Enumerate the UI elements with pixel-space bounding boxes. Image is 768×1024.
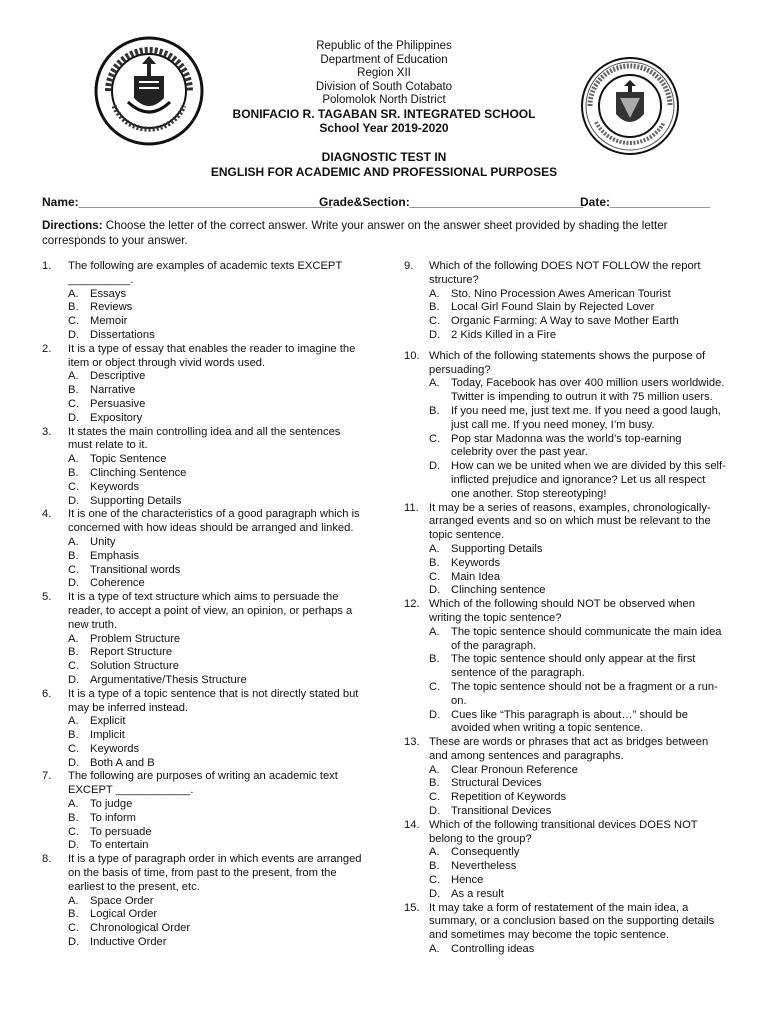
option-letter: A. (429, 377, 440, 390)
option-text: Dissertations (90, 328, 155, 341)
answer-option (42, 922, 367, 936)
option-letter: B. (68, 729, 79, 742)
answer-option (42, 895, 367, 909)
option-letter: A. (68, 535, 79, 548)
option-letter: C. (68, 742, 80, 755)
answer-option (404, 626, 726, 654)
question-text: It is a type of paragraph order in which events are arranged on the basis of time, from past to the present, from the earliest to the present, etc. (68, 853, 362, 893)
option-text: Nevertheless (451, 860, 517, 873)
option-letter: B. (429, 860, 440, 873)
answer-option (404, 681, 726, 709)
header-line-district: Polomolok North District (322, 94, 446, 107)
question-number: 14. (404, 818, 420, 831)
question-item (404, 350, 726, 502)
option-text: Clinching sentence (451, 584, 546, 597)
answer-option (404, 888, 726, 902)
option-letter: B. (429, 301, 440, 314)
option-text: Explicit (90, 715, 126, 728)
option-text: Essays (90, 287, 127, 300)
question-item (42, 770, 367, 853)
question-text: It may be a series of reasons, examples, chronologically-arranged events and so on which must be relevant to the topic sentence. (429, 501, 711, 542)
option-letter: B. (68, 811, 79, 824)
option-letter: A. (429, 542, 440, 555)
question-number: 7. (42, 770, 52, 783)
option-text: Memoir (90, 315, 128, 328)
option-letter: A. (68, 715, 79, 728)
option-text: Report Structure (90, 646, 173, 659)
option-text: Inductive Order (90, 936, 167, 949)
option-letter: A. (68, 287, 79, 300)
option-letter: C. (68, 660, 80, 673)
answer-option (42, 564, 367, 578)
option-letter: B. (68, 301, 79, 314)
answer-option (42, 495, 367, 509)
option-letter: C. (68, 480, 80, 493)
question-item (42, 591, 367, 688)
question-number: 11. (404, 501, 419, 514)
answer-option (42, 288, 367, 302)
answer-option (404, 571, 726, 585)
question-text: The following are examples of academic texts EXCEPT __________. (68, 260, 343, 286)
option-text: Keywords (90, 480, 140, 493)
option-text: Unity (90, 535, 116, 548)
answer-option (42, 743, 367, 757)
option-letter: C. (68, 563, 80, 576)
header-line-region: Region XII (357, 67, 411, 80)
option-letter: D. (429, 460, 441, 473)
question-text: The following are purposes of writing an academic text EXCEPT ____________. (68, 770, 338, 797)
option-text: To inform (90, 811, 137, 824)
question-number: 2. (42, 342, 52, 355)
question-item (42, 260, 367, 343)
option-text: Problem Structure (90, 632, 181, 645)
name-field[interactable]: Name:______________________________________ (42, 195, 333, 209)
option-letter: B. (429, 404, 440, 417)
question-item (42, 343, 367, 426)
option-text: Space Order (90, 894, 154, 907)
question-number: 4. (42, 508, 52, 521)
question-item (42, 508, 367, 591)
answer-option (42, 384, 367, 398)
option-letter: A. (429, 846, 440, 859)
option-letter: C. (68, 397, 80, 410)
option-letter: A. (429, 625, 440, 638)
question-text: It is a type of text structure which aims to persuade the reader, to accept a point of view, an opinion, or perhaps a new truth. (68, 591, 353, 631)
option-letter: A. (429, 287, 440, 300)
title-line-2: ENGLISH FOR ACADEMIC AND PROFESSIONAL PURPOSES (210, 165, 558, 179)
option-letter: C. (68, 825, 80, 838)
option-letter: D. (429, 805, 441, 818)
option-text: 2 Kids Killed in a Fire (451, 328, 557, 341)
option-letter: C. (429, 432, 441, 445)
answer-option (42, 812, 367, 826)
question-number: 6. (42, 687, 52, 700)
option-text: Emphasis (90, 549, 140, 562)
option-letter: B. (68, 384, 79, 397)
option-letter: C. (68, 922, 80, 935)
option-text: Pop star Madonna was the world’s top-earning celebrity over the past year. (451, 432, 682, 459)
answer-option (42, 315, 367, 329)
option-text: Repetition of Keywords (451, 791, 567, 804)
option-letter: D. (429, 328, 441, 341)
header-line-republic: Republic of the Philippines (316, 40, 452, 52)
header-line-deped: Department of Education (320, 53, 448, 66)
answer-option (42, 798, 367, 812)
option-letter: C. (68, 315, 80, 328)
option-text: The topic sentence should communicate the main idea of the paragraph. (451, 625, 722, 652)
answer-option (42, 839, 367, 853)
option-letter: A. (68, 632, 79, 645)
question-item (404, 598, 726, 736)
option-letter: C. (429, 791, 441, 804)
question-number: 10. (404, 349, 420, 362)
question-item (404, 502, 726, 599)
answer-option (404, 543, 726, 557)
option-text: Local Girl Found Slain by Rejected Lover (451, 301, 655, 314)
option-letter: A. (429, 943, 440, 956)
question-text: Which of the following statements shows the purpose of persuading? (429, 349, 706, 376)
option-text: Main Idea (451, 570, 501, 583)
question-item (404, 902, 726, 957)
option-text: Structural Devices (451, 777, 542, 790)
title-line-1: DIAGNOSTIC TEST IN (321, 150, 447, 164)
option-text: To entertain (90, 839, 149, 852)
answer-option (42, 329, 367, 343)
option-text: Supporting Details (90, 494, 182, 507)
answer-option (42, 826, 367, 840)
question-number: 15. (404, 901, 420, 914)
answer-option (42, 536, 367, 550)
answer-option (42, 453, 367, 467)
option-text: As a result (451, 887, 504, 900)
option-text: Consequently (451, 846, 520, 859)
option-letter: A. (68, 453, 79, 466)
answer-option (404, 805, 726, 819)
option-text: Logical Order (90, 908, 158, 921)
answer-option (42, 729, 367, 743)
option-text: Supporting Details (451, 542, 543, 555)
answer-option (404, 329, 726, 343)
option-letter: D. (68, 936, 80, 949)
answer-option (42, 936, 367, 950)
answer-option (404, 860, 726, 874)
option-letter: B. (68, 646, 79, 659)
option-text: Controlling ideas (451, 943, 535, 956)
option-letter: B. (68, 908, 79, 921)
school-name: BONIFACIO R. TAGABAN SR. INTEGRATED SCHOOL (232, 106, 536, 121)
option-letter: A. (68, 894, 79, 907)
option-text: Sto. Nino Procession Awes American Tourist (451, 287, 671, 300)
answer-option (404, 874, 726, 888)
option-text: Hence (451, 874, 484, 887)
question-text: It is one of the characteristics of a good paragraph which is concerned with how ideas should be arranged and linked. (68, 508, 360, 535)
answer-option (404, 943, 726, 957)
directions-text: Choose the letter of the correct answer. Write your answer on the answer sheet provided by shading the letter corresponds to your answer. (42, 219, 668, 247)
option-text: Keywords (451, 556, 501, 569)
option-letter: B. (429, 777, 440, 790)
answer-option (404, 315, 726, 329)
option-text: Narrative (90, 384, 136, 397)
question-number: 5. (42, 591, 52, 604)
school-header (170, 40, 598, 135)
question-text: Which of the following transitional devices DOES NOT belong to the group? (429, 818, 698, 845)
answer-option (404, 460, 726, 501)
answer-option (42, 398, 367, 412)
option-text: Transitional words (90, 563, 181, 576)
option-letter: D. (68, 756, 80, 769)
question-text: It is a type of a topic sentence that is not directly stated but may be inferred instead. (68, 687, 359, 714)
answer-option (42, 674, 367, 688)
answer-option (404, 653, 726, 681)
questions-left-column (42, 260, 367, 950)
option-letter: B. (68, 466, 79, 479)
answer-option (404, 557, 726, 571)
option-letter: D. (68, 673, 80, 686)
answer-option (42, 908, 367, 922)
school-year: School Year 2019-2020 (319, 120, 449, 135)
answer-option (404, 846, 726, 860)
option-text: The topic sentence should only appear at the first sentence of the paragraph. (451, 653, 696, 680)
option-text: Reviews (90, 301, 133, 314)
option-text: Transitional Devices (451, 805, 552, 818)
question-item (42, 688, 367, 771)
answer-option (404, 764, 726, 778)
option-text: To persuade (90, 825, 152, 838)
option-letter: C. (429, 874, 441, 887)
question-number: 8. (42, 853, 52, 866)
answer-option (42, 633, 367, 647)
option-letter: C. (429, 680, 441, 693)
date-field[interactable]: Date:_______________ (580, 195, 711, 209)
question-text: Which of the following DOES NOT FOLLOW the report structure? (429, 260, 701, 286)
question-number: 1. (42, 260, 52, 272)
question-text: Which of the following should NOT be observed when writing the topic sentence? (429, 598, 695, 624)
option-text: Topic Sentence (90, 453, 167, 466)
option-letter: D. (68, 494, 80, 507)
option-text: Clear Pronoun Reference (451, 763, 578, 776)
question-text: It is a type of essay that enables the reader to imagine the item or object through vivid words used. (68, 342, 356, 369)
answer-option (42, 467, 367, 481)
option-text: Chronological Order (90, 922, 191, 935)
answer-option (42, 550, 367, 564)
answer-option (42, 646, 367, 660)
option-text: Keywords (90, 742, 140, 755)
option-letter: D. (68, 328, 80, 341)
option-letter: A. (429, 763, 440, 776)
option-text: Argumentative/Thesis Structure (90, 673, 247, 686)
answer-option (42, 412, 367, 426)
header-line-division: Division of South Cotabato (315, 80, 453, 93)
option-text: Cues like “This paragraph is about…” should be avoided when writing a topic sentence. (451, 708, 688, 735)
grade-section-field[interactable]: Grade&Section:__________________________ (319, 195, 584, 209)
question-item (404, 736, 726, 819)
question-number: 13. (404, 736, 420, 749)
answer-option (404, 377, 726, 405)
question-item (42, 426, 367, 509)
question-text: These are words or phrases that act as bridges between and among sentences and paragraphs. (429, 736, 709, 762)
option-text: Implicit (90, 729, 125, 742)
option-letter: B. (429, 556, 440, 569)
question-item (404, 819, 726, 902)
answer-option (404, 709, 726, 737)
answer-option (42, 481, 367, 495)
option-letter: D. (68, 839, 80, 852)
option-text: Descriptive (90, 370, 146, 383)
option-letter: C. (429, 570, 441, 583)
option-text: Persuasive (90, 397, 146, 410)
question-number: 9. (404, 260, 414, 272)
answer-option (42, 757, 367, 771)
option-text: The topic sentence should not be a fragment or a run-on. (451, 680, 718, 707)
option-letter: D. (429, 887, 441, 900)
answer-option (404, 584, 726, 598)
question-text: It may take a form of restatement of the main idea, a summary, or a conclusion based on the supporting details and sometimes may become the topic sentence. (429, 901, 715, 942)
question-item (404, 260, 726, 350)
option-text: Coherence (90, 577, 145, 590)
option-letter: D. (68, 577, 80, 590)
answer-option (404, 433, 726, 461)
option-text: How can we be united when we are divided by this self-inflicted prejudice and ignorance? Let us all respect one another. Stop stereotyping! (451, 460, 726, 500)
option-text: To judge (90, 798, 133, 811)
question-number: 12. (404, 598, 420, 611)
directions (42, 219, 732, 248)
answer-option (404, 405, 726, 433)
option-letter: B. (68, 549, 79, 562)
answer-option (42, 660, 367, 674)
question-number: 3. (42, 425, 52, 438)
question-item (42, 853, 367, 950)
answer-option (42, 715, 367, 729)
answer-option (404, 288, 726, 302)
answer-option (42, 370, 367, 384)
answer-option (404, 777, 726, 791)
option-letter: B. (429, 653, 440, 666)
option-text: Clinching Sentence (90, 466, 187, 479)
answer-option (404, 301, 726, 315)
option-text: Today, Facebook has over 400 million users worldwide. Twitter is impending to outrun it with 75 million users. (451, 377, 725, 404)
option-text: Both A and B (90, 756, 155, 769)
answer-option (42, 301, 367, 315)
question-text: It states the main controlling idea and all the sentences must relate to it. (68, 425, 341, 452)
option-letter: A. (68, 798, 79, 811)
option-text: Solution Structure (90, 660, 179, 673)
option-letter: D. (429, 708, 441, 721)
option-text: If you need me, just text me. If you need a good laugh, just call me. If you need money, I’m busy. (451, 404, 721, 431)
option-letter: D. (68, 411, 80, 424)
answer-option (404, 791, 726, 805)
option-letter: A. (68, 370, 79, 383)
directions-label: Directions: (42, 219, 103, 232)
option-text: Expository (90, 411, 143, 424)
answer-option (42, 577, 367, 591)
option-letter: C. (429, 315, 441, 328)
questions-right-column (404, 260, 726, 957)
option-text: Organic Farming: A Way to save Mother Earth (451, 315, 679, 328)
option-letter: D. (429, 584, 441, 597)
test-title (150, 150, 618, 180)
